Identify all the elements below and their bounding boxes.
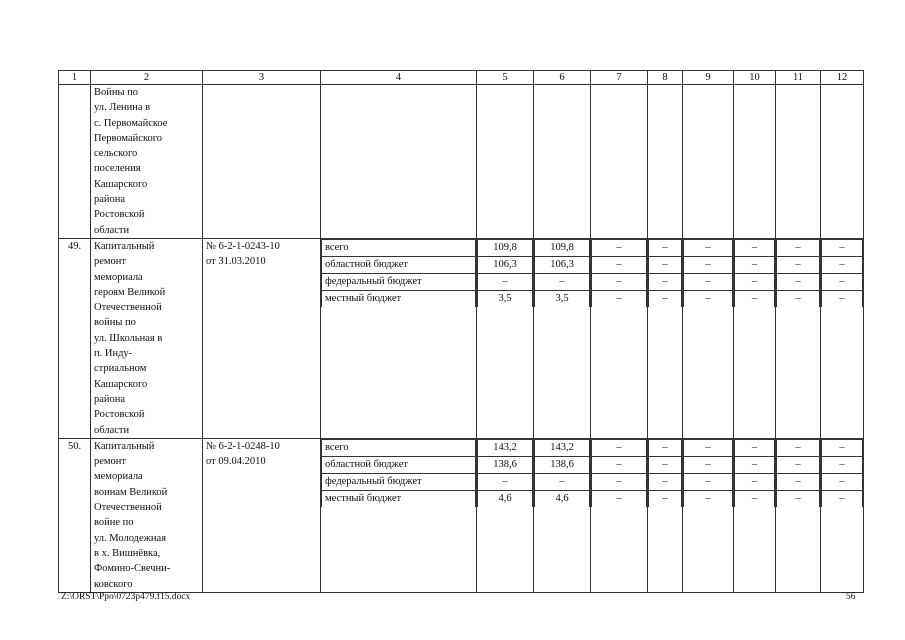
dash-value: – bbox=[649, 290, 682, 307]
col-header: 2 bbox=[91, 71, 203, 85]
dash-value: – bbox=[684, 273, 733, 290]
desc-line: войне по bbox=[94, 517, 134, 529]
table-row-continuation bbox=[59, 85, 864, 239]
dash-col-cell bbox=[683, 238, 734, 438]
dash-value: – bbox=[777, 290, 820, 307]
table-row-50 bbox=[59, 438, 864, 592]
desc-line: Ростовской bbox=[94, 409, 145, 421]
dash-value: – bbox=[735, 256, 775, 273]
value-cell: – bbox=[535, 473, 590, 490]
dash-value: – bbox=[822, 273, 863, 290]
desc-line: героям Великой bbox=[94, 286, 166, 298]
col-header: 3 bbox=[203, 71, 321, 85]
dash-value: – bbox=[777, 439, 820, 456]
document-reference bbox=[203, 238, 321, 438]
value-cell: 109,8 bbox=[535, 239, 590, 256]
dash-value: – bbox=[649, 256, 682, 273]
object-description bbox=[91, 438, 203, 592]
col5-cell bbox=[477, 238, 534, 438]
dash-col-cell bbox=[776, 238, 821, 438]
dash-value: – bbox=[592, 473, 647, 490]
col6-cell bbox=[534, 438, 591, 592]
value-cell: 4,6 bbox=[478, 490, 533, 507]
funding-source-cell bbox=[321, 438, 477, 592]
doc-line: № 6-2-1-0248-10 bbox=[206, 440, 280, 452]
dash-col-cell bbox=[734, 238, 776, 438]
desc-line: мемориала bbox=[94, 471, 143, 483]
desc-line: поселения bbox=[94, 163, 141, 175]
dash-value: – bbox=[684, 490, 733, 507]
value-cell: 138,6 bbox=[535, 456, 590, 473]
col6-cell bbox=[534, 238, 591, 438]
desc-line: стриальном bbox=[94, 363, 147, 375]
dash-value: – bbox=[684, 439, 733, 456]
dash-value: – bbox=[684, 473, 733, 490]
desc-line: Капитальный bbox=[94, 240, 155, 252]
footer-file-path: Z:\ORST\Ppo\0723p479.f15.docx bbox=[61, 592, 191, 602]
dash-col-cell bbox=[776, 438, 821, 592]
page-number: 56 bbox=[846, 592, 856, 602]
dash-col-cell bbox=[821, 238, 864, 438]
col-header: 4 bbox=[321, 71, 477, 85]
dash-value: – bbox=[592, 490, 647, 507]
dash-value: – bbox=[684, 256, 733, 273]
dash-value: – bbox=[735, 490, 775, 507]
desc-line: Капитальный bbox=[94, 440, 155, 452]
dash-value: – bbox=[777, 473, 820, 490]
dash-value: – bbox=[822, 239, 863, 256]
source-label: федеральный бюджет bbox=[322, 273, 476, 290]
dash-value: – bbox=[822, 290, 863, 307]
desc-line: войны по bbox=[94, 317, 136, 329]
source-label: федеральный бюджет bbox=[322, 473, 476, 490]
dash-value: – bbox=[777, 456, 820, 473]
doc-line: от 09.04.2010 bbox=[206, 456, 266, 468]
dash-value: – bbox=[649, 473, 682, 490]
desc-line: области bbox=[94, 424, 130, 436]
dash-value: – bbox=[649, 490, 682, 507]
dash-value: – bbox=[822, 256, 863, 273]
row-number: 50. bbox=[59, 438, 91, 592]
desc-line: мемориала bbox=[94, 271, 143, 283]
dash-value: – bbox=[592, 290, 647, 307]
dash-value: – bbox=[735, 290, 775, 307]
desc-line: ул. Ленина в bbox=[94, 102, 151, 114]
desc-line: Первомайского bbox=[94, 132, 163, 144]
value-cell: 4,6 bbox=[535, 490, 590, 507]
object-description bbox=[91, 85, 203, 239]
desc-line: Отечественной bbox=[94, 302, 162, 314]
dash-col-cell bbox=[683, 438, 734, 592]
desc-line: Фомино-Свечни- bbox=[94, 563, 171, 575]
dash-value: – bbox=[684, 290, 733, 307]
source-label: всего bbox=[322, 239, 476, 256]
source-label: всего bbox=[322, 439, 476, 456]
desc-line: сельского bbox=[94, 148, 138, 160]
dash-value: – bbox=[822, 439, 863, 456]
desc-line: Кашарского bbox=[94, 178, 148, 190]
desc-line: в х. Вишнёвка, bbox=[94, 547, 161, 559]
value-cell: – bbox=[535, 273, 590, 290]
dash-value: – bbox=[822, 490, 863, 507]
col-header: 1 bbox=[59, 71, 91, 85]
dash-value: – bbox=[592, 273, 647, 290]
dash-col-cell bbox=[821, 438, 864, 592]
value-cell: 106,3 bbox=[478, 256, 533, 273]
column-number-header-row bbox=[59, 71, 864, 85]
row-number: 49. bbox=[59, 238, 91, 438]
desc-line: ул. Школьная в bbox=[94, 332, 163, 344]
col-header: 7 bbox=[591, 71, 648, 85]
value-cell: 106,3 bbox=[535, 256, 590, 273]
value-cell: 3,5 bbox=[535, 290, 590, 307]
col-header: 11 bbox=[776, 71, 821, 85]
desc-line: воинам Великой bbox=[94, 486, 168, 498]
source-label: местный бюджет bbox=[322, 290, 476, 307]
desc-line: Ростовской bbox=[94, 209, 145, 221]
desc-line: Войны по bbox=[94, 87, 139, 98]
funding-source-cell bbox=[321, 238, 477, 438]
desc-line: ул. Молодежная bbox=[94, 532, 167, 544]
desc-line: п. Инду- bbox=[94, 348, 133, 360]
desc-line: Отечественной bbox=[94, 502, 162, 514]
dash-value: – bbox=[684, 239, 733, 256]
desc-line: района bbox=[94, 393, 126, 405]
dash-value: – bbox=[735, 456, 775, 473]
desc-line: ковского bbox=[94, 578, 133, 590]
desc-line: области bbox=[94, 224, 130, 236]
dash-value: – bbox=[735, 473, 775, 490]
desc-line: Кашарского bbox=[94, 378, 148, 390]
col-header: 9 bbox=[683, 71, 734, 85]
row-number-cell bbox=[59, 85, 91, 239]
dash-value: – bbox=[592, 256, 647, 273]
desc-line: с. Первомайское bbox=[94, 117, 168, 129]
dash-col-cell bbox=[648, 438, 683, 592]
col-header: 12 bbox=[821, 71, 864, 85]
dash-col-cell bbox=[734, 438, 776, 592]
dash-value: – bbox=[777, 239, 820, 256]
dash-value: – bbox=[649, 273, 682, 290]
col-header: 5 bbox=[477, 71, 534, 85]
col-header: 8 bbox=[648, 71, 683, 85]
dash-value: – bbox=[649, 456, 682, 473]
dash-value: – bbox=[777, 256, 820, 273]
dash-value: – bbox=[735, 273, 775, 290]
col5-cell bbox=[477, 438, 534, 592]
col-header: 6 bbox=[534, 71, 591, 85]
dash-col-cell bbox=[591, 238, 648, 438]
dash-value: – bbox=[777, 273, 820, 290]
dash-col-cell bbox=[591, 438, 648, 592]
dash-value: – bbox=[822, 473, 863, 490]
object-description bbox=[91, 238, 203, 438]
desc-line: ремонт bbox=[94, 256, 127, 268]
value-cell: – bbox=[478, 473, 533, 490]
desc-line: района bbox=[94, 194, 126, 206]
col-header: 10 bbox=[734, 71, 776, 85]
source-label: областной бюджет bbox=[322, 456, 476, 473]
dash-value: – bbox=[735, 239, 775, 256]
dash-value: – bbox=[684, 456, 733, 473]
source-label: местный бюджет bbox=[322, 490, 476, 507]
value-cell: 138,6 bbox=[478, 456, 533, 473]
doc-line: от 31.03.2010 bbox=[206, 256, 266, 268]
dash-value: – bbox=[735, 439, 775, 456]
dash-value: – bbox=[777, 490, 820, 507]
dash-value: – bbox=[649, 239, 682, 256]
dash-col-cell bbox=[648, 238, 683, 438]
desc-line: ремонт bbox=[94, 456, 127, 468]
dash-value: – bbox=[592, 456, 647, 473]
dash-value: – bbox=[822, 456, 863, 473]
dash-value: – bbox=[649, 439, 682, 456]
value-cell: 3,5 bbox=[478, 290, 533, 307]
dash-value: – bbox=[592, 439, 647, 456]
dash-value: – bbox=[592, 239, 647, 256]
value-cell: 143,2 bbox=[478, 439, 533, 456]
budget-table bbox=[58, 70, 864, 593]
doc-line: № 6-2-1-0243-10 bbox=[206, 240, 280, 252]
value-cell: – bbox=[478, 273, 533, 290]
value-cell: 143,2 bbox=[535, 439, 590, 456]
source-label: областной бюджет bbox=[322, 256, 476, 273]
document-reference bbox=[203, 438, 321, 592]
value-cell: 109,8 bbox=[478, 239, 533, 256]
table-row-49 bbox=[59, 238, 864, 438]
